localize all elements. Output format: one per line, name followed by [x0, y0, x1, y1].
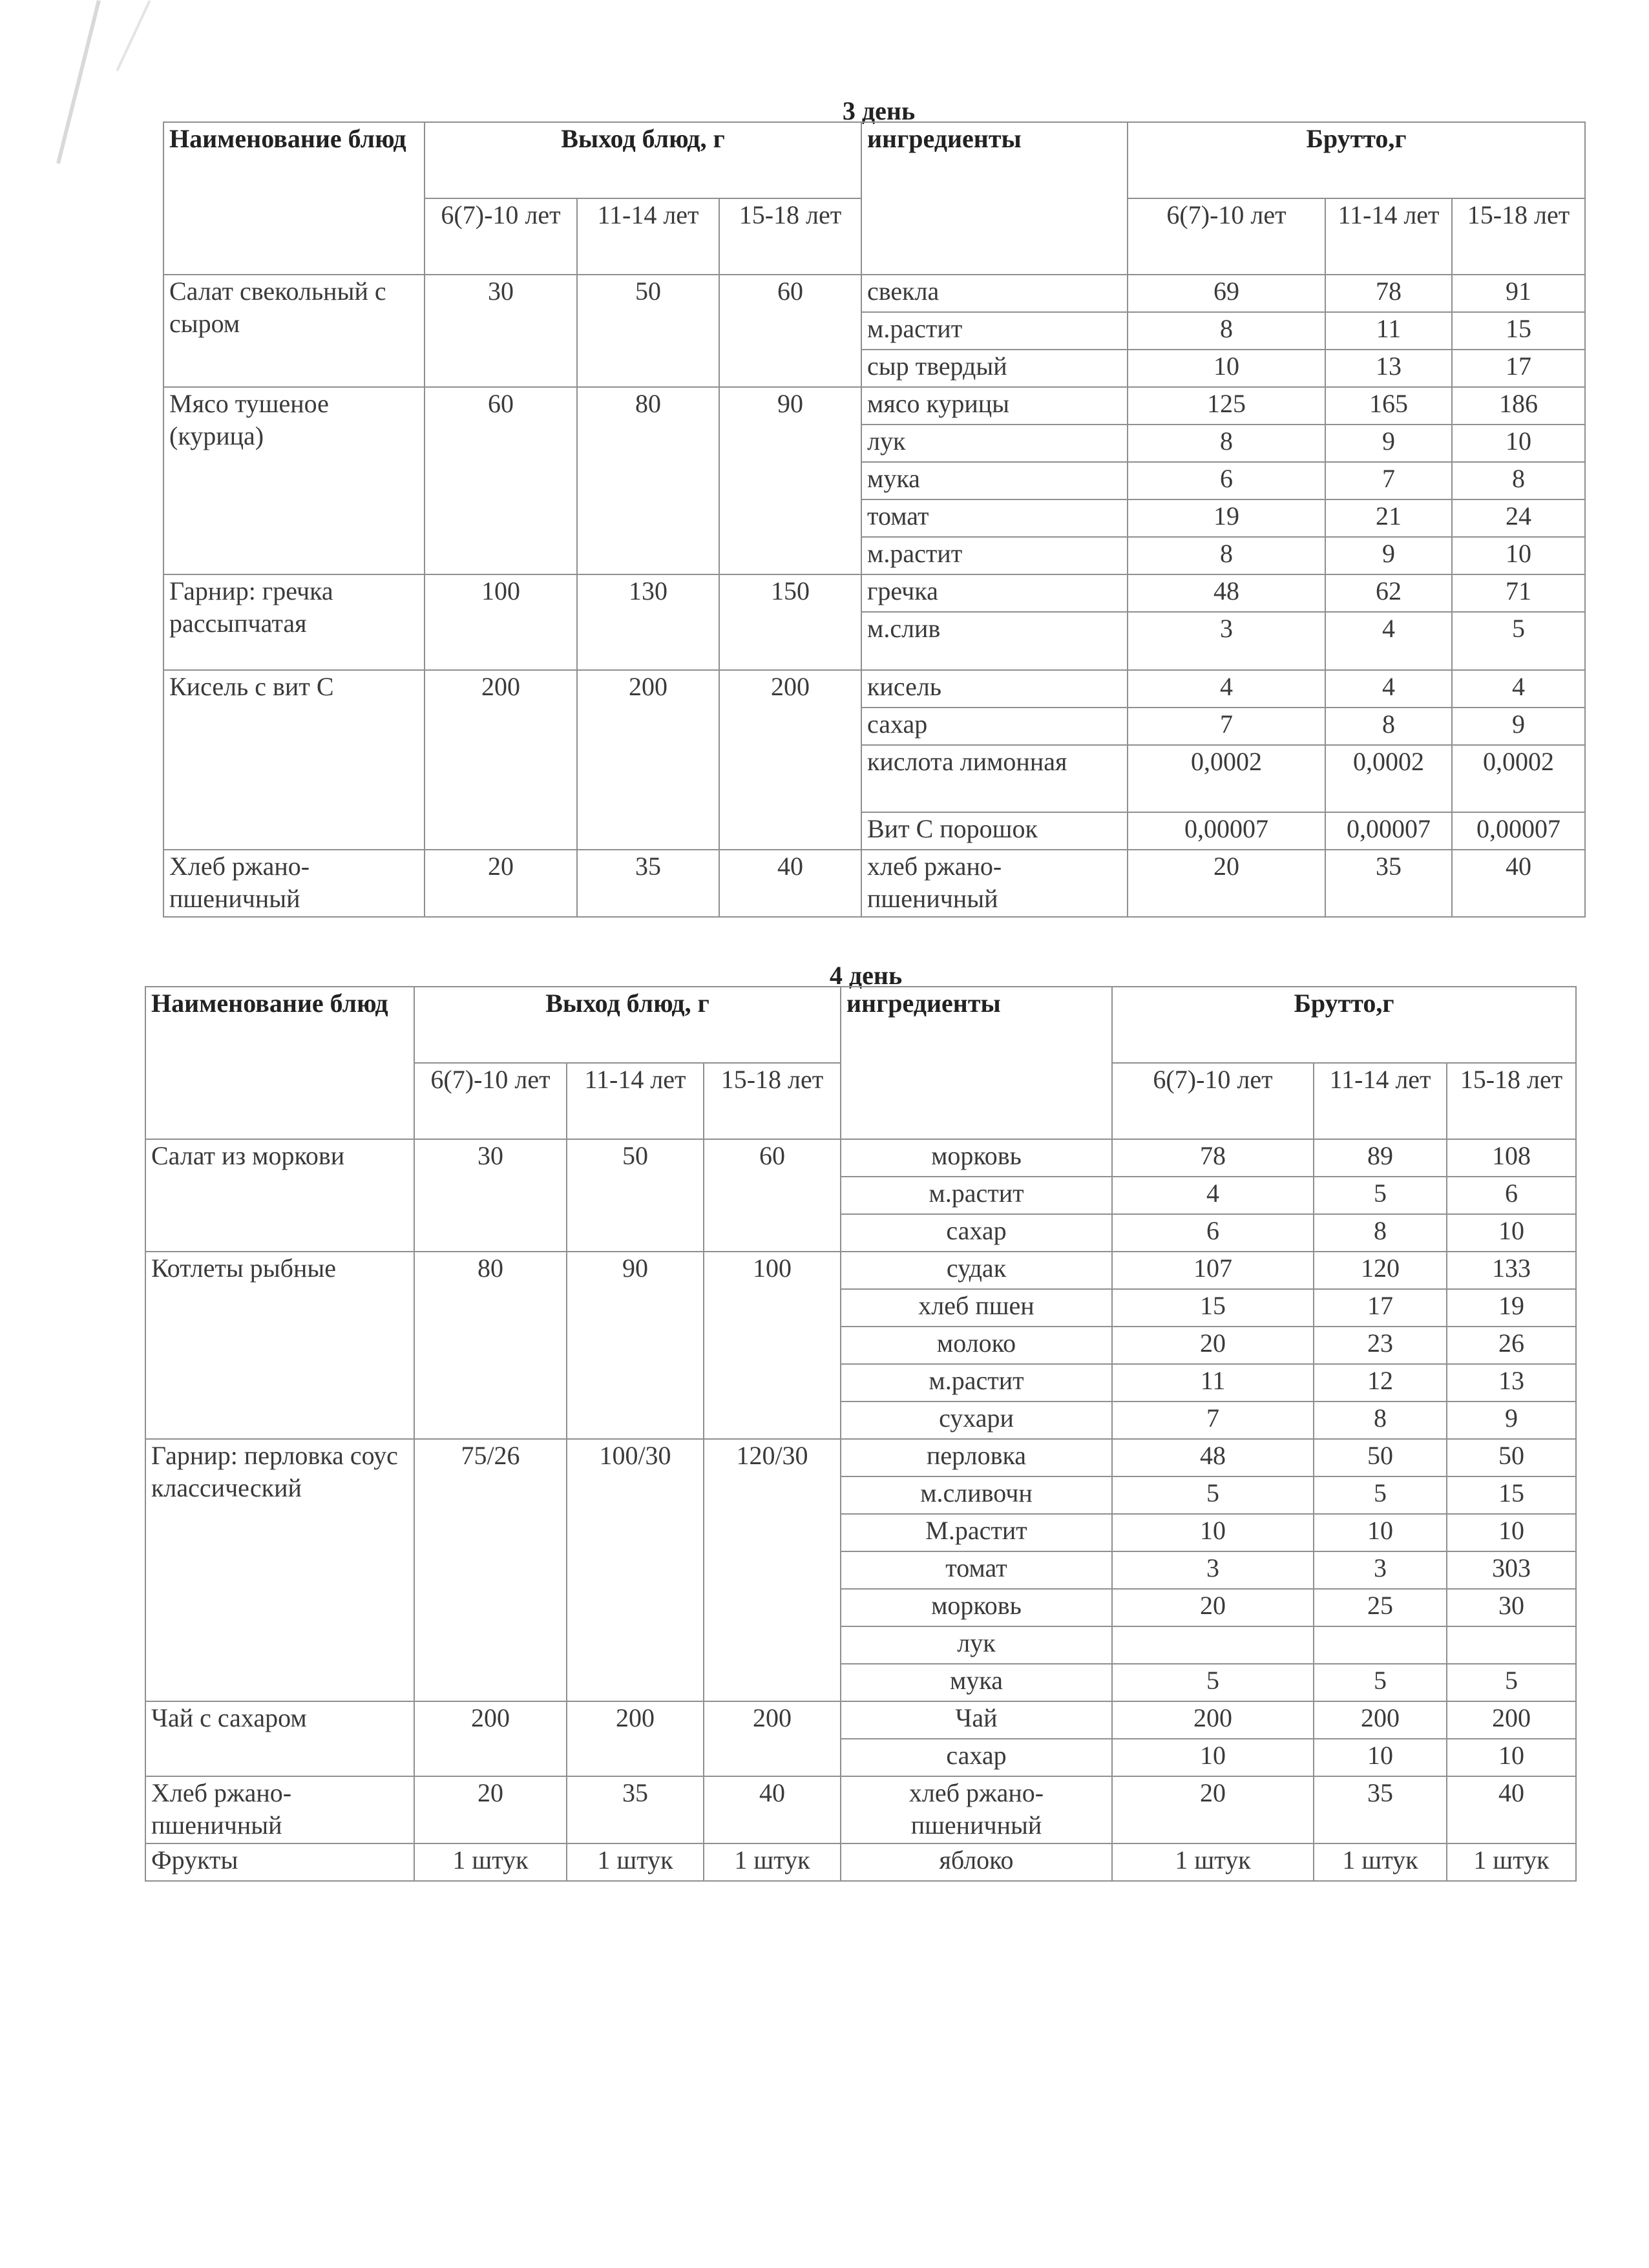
gross-value: 107 [1112, 1252, 1314, 1289]
day3-title: 3 день [842, 96, 916, 125]
table-row [163, 275, 1585, 312]
gross-value: 7 [1112, 1402, 1314, 1439]
header-gross-age-15-18: 15-18 лет [1447, 1063, 1576, 1139]
gross-value: 21 [1325, 499, 1452, 537]
gross-value: 10 [1452, 425, 1585, 462]
dish-output: 200 [577, 670, 719, 850]
gross-value: 108 [1447, 1139, 1576, 1177]
header-age-11-14: 11-14 лет [577, 198, 719, 275]
gross-value: 11 [1112, 1364, 1314, 1402]
gross-value: 13 [1325, 350, 1452, 387]
gross-value: 13 [1447, 1364, 1576, 1402]
header-age-15-18: 15-18 лет [704, 1063, 841, 1139]
gross-value: 17 [1314, 1289, 1447, 1327]
gross-value: 69 [1128, 275, 1325, 312]
header-ingredients: ингредиенты [841, 987, 1112, 1139]
ingredient-name: мука [841, 1664, 1112, 1701]
dish-name: Котлеты рыбные [145, 1252, 414, 1439]
dish-output: 90 [719, 387, 861, 574]
dish-output: 90 [567, 1252, 704, 1439]
gross-value: 10 [1452, 537, 1585, 574]
dish-output: 60 [425, 387, 577, 574]
gross-value: 0,0002 [1452, 745, 1585, 812]
gross-value: 20 [1112, 1327, 1314, 1364]
table-row [163, 574, 1585, 612]
dish-output: 200 [704, 1701, 841, 1776]
gross-value: 10 [1314, 1739, 1447, 1776]
gross-value: 5 [1314, 1664, 1447, 1701]
gross-value: 50 [1314, 1439, 1447, 1476]
ingredient-name: молоко [841, 1327, 1112, 1364]
ingredient-name: м.слив [861, 612, 1128, 670]
header-dish: Наименование блюд [163, 122, 425, 275]
dish-name: Хлеб ржано-пшеничный [163, 850, 425, 917]
dish-output: 35 [577, 850, 719, 917]
gross-value: 7 [1325, 462, 1452, 499]
gross-value: 1 штук [1314, 1843, 1447, 1881]
gross-value: 35 [1314, 1776, 1447, 1843]
gross-value: 9 [1325, 537, 1452, 574]
dish-output: 75/26 [414, 1439, 567, 1701]
ingredient-name: судак [841, 1252, 1112, 1289]
gross-value: 19 [1128, 499, 1325, 537]
gross-value: 8 [1314, 1214, 1447, 1252]
gross-value: 23 [1314, 1327, 1447, 1364]
gross-value: 4 [1325, 670, 1452, 708]
gross-value: 6 [1447, 1177, 1576, 1214]
gross-value: 40 [1452, 850, 1585, 917]
scan-edge-shadow [56, 0, 101, 164]
ingredient-name: кислота лимонная [861, 745, 1128, 812]
dish-output: 200 [719, 670, 861, 850]
dish-output: 120/30 [704, 1439, 841, 1701]
gross-value: 5 [1112, 1664, 1314, 1701]
dish-output: 130 [577, 574, 719, 670]
gross-value: 0,00007 [1452, 812, 1585, 850]
dish-output: 35 [567, 1776, 704, 1843]
ingredient-name: перловка [841, 1439, 1112, 1476]
dish-output: 60 [719, 275, 861, 387]
gross-value: 165 [1325, 387, 1452, 425]
table-row [145, 1701, 1576, 1739]
gross-value: 9 [1452, 708, 1585, 745]
gross-value: 0,00007 [1128, 812, 1325, 850]
gross-value: 10 [1112, 1514, 1314, 1551]
dish-output: 60 [704, 1139, 841, 1252]
gross-value: 200 [1314, 1701, 1447, 1739]
gross-value: 4 [1128, 670, 1325, 708]
table-row [145, 1843, 1576, 1881]
gross-value: 186 [1452, 387, 1585, 425]
table-row [145, 1439, 1576, 1476]
ingredient-name: хлеб ржано-пшеничный [861, 850, 1128, 917]
ingredient-name: хлеб пшен [841, 1289, 1112, 1327]
ingredient-name: томат [841, 1551, 1112, 1589]
gross-value: 125 [1128, 387, 1325, 425]
gross-value: 10 [1447, 1514, 1576, 1551]
dish-output: 50 [577, 275, 719, 387]
ingredient-name: гречка [861, 574, 1128, 612]
table-row [145, 1139, 1576, 1177]
gross-value: 8 [1314, 1402, 1447, 1439]
gross-value: 20 [1112, 1776, 1314, 1843]
gross-value: 5 [1314, 1177, 1447, 1214]
gross-value [1447, 1626, 1576, 1664]
gross-value [1314, 1626, 1447, 1664]
dish-output: 150 [719, 574, 861, 670]
table-row [145, 1252, 1576, 1289]
gross-value: 48 [1112, 1439, 1314, 1476]
ingredient-name: Вит С порошок [861, 812, 1128, 850]
day3-menu-table [163, 121, 1586, 918]
header-gross: Брутто,г [1128, 122, 1585, 198]
header-gross-age-6-10: 6(7)-10 лет [1112, 1063, 1314, 1139]
dish-output: 200 [414, 1701, 567, 1776]
table-row [163, 387, 1585, 425]
dish-name: Салат свекольный с сыром [163, 275, 425, 387]
gross-value: 5 [1314, 1476, 1447, 1514]
ingredient-name: м.сливочн [841, 1476, 1112, 1514]
gross-value: 91 [1452, 275, 1585, 312]
dish-name: Мясо тушеное (курица) [163, 387, 425, 574]
gross-value: 30 [1447, 1589, 1576, 1626]
gross-value: 40 [1447, 1776, 1576, 1843]
gross-value: 19 [1447, 1289, 1576, 1327]
dish-name: Салат из моркови [145, 1139, 414, 1252]
gross-value: 10 [1447, 1214, 1576, 1252]
header-age-6-10: 6(7)-10 лет [414, 1063, 567, 1139]
header-output: Выход блюд, г [414, 987, 841, 1063]
gross-value: 62 [1325, 574, 1452, 612]
dish-name: Чай с сахаром [145, 1701, 414, 1776]
table-row [163, 670, 1585, 708]
gross-value: 15 [1447, 1476, 1576, 1514]
ingredient-name: кисель [861, 670, 1128, 708]
gross-value: 48 [1128, 574, 1325, 612]
gross-value: 5 [1452, 612, 1585, 670]
scan-edge-shadow [116, 0, 151, 71]
header-output: Выход блюд, г [425, 122, 861, 198]
ingredient-name: М.растит [841, 1514, 1112, 1551]
header-dish: Наименование блюд [145, 987, 414, 1139]
header-age-6-10: 6(7)-10 лет [425, 198, 577, 275]
dish-name: Хлеб ржано-пшеничный [145, 1776, 414, 1843]
gross-value: 78 [1325, 275, 1452, 312]
ingredient-name: лук [861, 425, 1128, 462]
header-age-11-14: 11-14 лет [567, 1063, 704, 1139]
gross-value: 3 [1128, 612, 1325, 670]
dish-name: Гарнир: гречка рассыпчатая [163, 574, 425, 670]
dish-output: 80 [577, 387, 719, 574]
dish-name: Фрукты [145, 1843, 414, 1881]
gross-value: 6 [1112, 1214, 1314, 1252]
gross-value: 25 [1314, 1589, 1447, 1626]
table-body [163, 275, 1585, 917]
dish-output: 100 [704, 1252, 841, 1439]
gross-value: 8 [1128, 425, 1325, 462]
gross-value [1112, 1626, 1314, 1664]
gross-value: 26 [1447, 1327, 1576, 1364]
ingredient-name: морковь [841, 1139, 1112, 1177]
dish-output: 200 [567, 1701, 704, 1776]
dish-output: 80 [414, 1252, 567, 1439]
dish-output: 1 штук [414, 1843, 567, 1881]
table-row [163, 850, 1585, 917]
dish-output: 30 [425, 275, 577, 387]
gross-value: 71 [1452, 574, 1585, 612]
gross-value: 15 [1452, 312, 1585, 350]
gross-value: 20 [1112, 1589, 1314, 1626]
gross-value: 303 [1447, 1551, 1576, 1589]
table-row [145, 1776, 1576, 1843]
ingredient-name: Чай [841, 1701, 1112, 1739]
ingredient-name: мука [861, 462, 1128, 499]
header-gross: Брутто,г [1112, 987, 1576, 1063]
ingredient-name: м.растит [861, 537, 1128, 574]
gross-value: 4 [1325, 612, 1452, 670]
ingredient-name: м.растит [841, 1364, 1112, 1402]
gross-value: 78 [1112, 1139, 1314, 1177]
gross-value: 50 [1447, 1439, 1576, 1476]
ingredient-name: хлеб ржано-пшеничный [841, 1776, 1112, 1843]
gross-value: 35 [1325, 850, 1452, 917]
dish-name: Кисель с вит С [163, 670, 425, 850]
gross-value: 20 [1128, 850, 1325, 917]
header-gross-age-11-14: 11-14 лет [1325, 198, 1452, 275]
day4-menu-table [145, 986, 1577, 1882]
gross-value: 6 [1128, 462, 1325, 499]
dish-output: 20 [425, 850, 577, 917]
day4-title: 4 день [829, 961, 903, 990]
gross-value: 0,0002 [1128, 745, 1325, 812]
dish-output: 100 [425, 574, 577, 670]
gross-value: 10 [1128, 350, 1325, 387]
gross-value: 8 [1325, 708, 1452, 745]
gross-value: 0,00007 [1325, 812, 1452, 850]
gross-value: 9 [1325, 425, 1452, 462]
ingredient-name: морковь [841, 1589, 1112, 1626]
ingredient-name: сухари [841, 1402, 1112, 1439]
header-age-15-18: 15-18 лет [719, 198, 861, 275]
header-gross-age-15-18: 15-18 лет [1452, 198, 1585, 275]
table-body [145, 1139, 1576, 1881]
gross-value: 1 штук [1112, 1843, 1314, 1881]
dish-output: 20 [414, 1776, 567, 1843]
gross-value: 10 [1314, 1514, 1447, 1551]
gross-value: 10 [1447, 1739, 1576, 1776]
dish-output: 40 [704, 1776, 841, 1843]
gross-value: 1 штук [1447, 1843, 1576, 1881]
gross-value: 15 [1112, 1289, 1314, 1327]
header-gross-age-6-10: 6(7)-10 лет [1128, 198, 1325, 275]
header-ingredients: ингредиенты [861, 122, 1128, 275]
gross-value: 120 [1314, 1252, 1447, 1289]
gross-value: 0,0002 [1325, 745, 1452, 812]
header-gross-age-11-14: 11-14 лет [1314, 1063, 1447, 1139]
ingredient-name: лук [841, 1626, 1112, 1664]
gross-value: 4 [1452, 670, 1585, 708]
dish-output: 1 штук [567, 1843, 704, 1881]
gross-value: 17 [1452, 350, 1585, 387]
dish-name: Гарнир: перловка соус классический [145, 1439, 414, 1701]
ingredient-name: мясо курицы [861, 387, 1128, 425]
gross-value: 9 [1447, 1402, 1576, 1439]
dish-output: 100/30 [567, 1439, 704, 1701]
gross-value: 3 [1112, 1551, 1314, 1589]
ingredient-name: свекла [861, 275, 1128, 312]
gross-value: 12 [1314, 1364, 1447, 1402]
gross-value: 89 [1314, 1139, 1447, 1177]
gross-value: 8 [1452, 462, 1585, 499]
gross-value: 10 [1112, 1739, 1314, 1776]
gross-value: 4 [1112, 1177, 1314, 1214]
ingredient-name: сахар [861, 708, 1128, 745]
gross-value: 8 [1128, 312, 1325, 350]
gross-value: 5 [1112, 1476, 1314, 1514]
gross-value: 133 [1447, 1252, 1576, 1289]
gross-value: 5 [1447, 1664, 1576, 1701]
gross-value: 200 [1112, 1701, 1314, 1739]
ingredient-name: сахар [841, 1739, 1112, 1776]
ingredient-name: сыр твердый [861, 350, 1128, 387]
gross-value: 24 [1452, 499, 1585, 537]
dish-output: 50 [567, 1139, 704, 1252]
gross-value: 3 [1314, 1551, 1447, 1589]
ingredient-name: м.растит [841, 1177, 1112, 1214]
ingredient-name: яблоко [841, 1843, 1112, 1881]
gross-value: 7 [1128, 708, 1325, 745]
gross-value: 11 [1325, 312, 1452, 350]
dish-output: 1 штук [704, 1843, 841, 1881]
gross-value: 8 [1128, 537, 1325, 574]
ingredient-name: сахар [841, 1214, 1112, 1252]
ingredient-name: м.растит [861, 312, 1128, 350]
dish-output: 40 [719, 850, 861, 917]
gross-value: 200 [1447, 1701, 1576, 1739]
dish-output: 30 [414, 1139, 567, 1252]
ingredient-name: томат [861, 499, 1128, 537]
dish-output: 200 [425, 670, 577, 850]
